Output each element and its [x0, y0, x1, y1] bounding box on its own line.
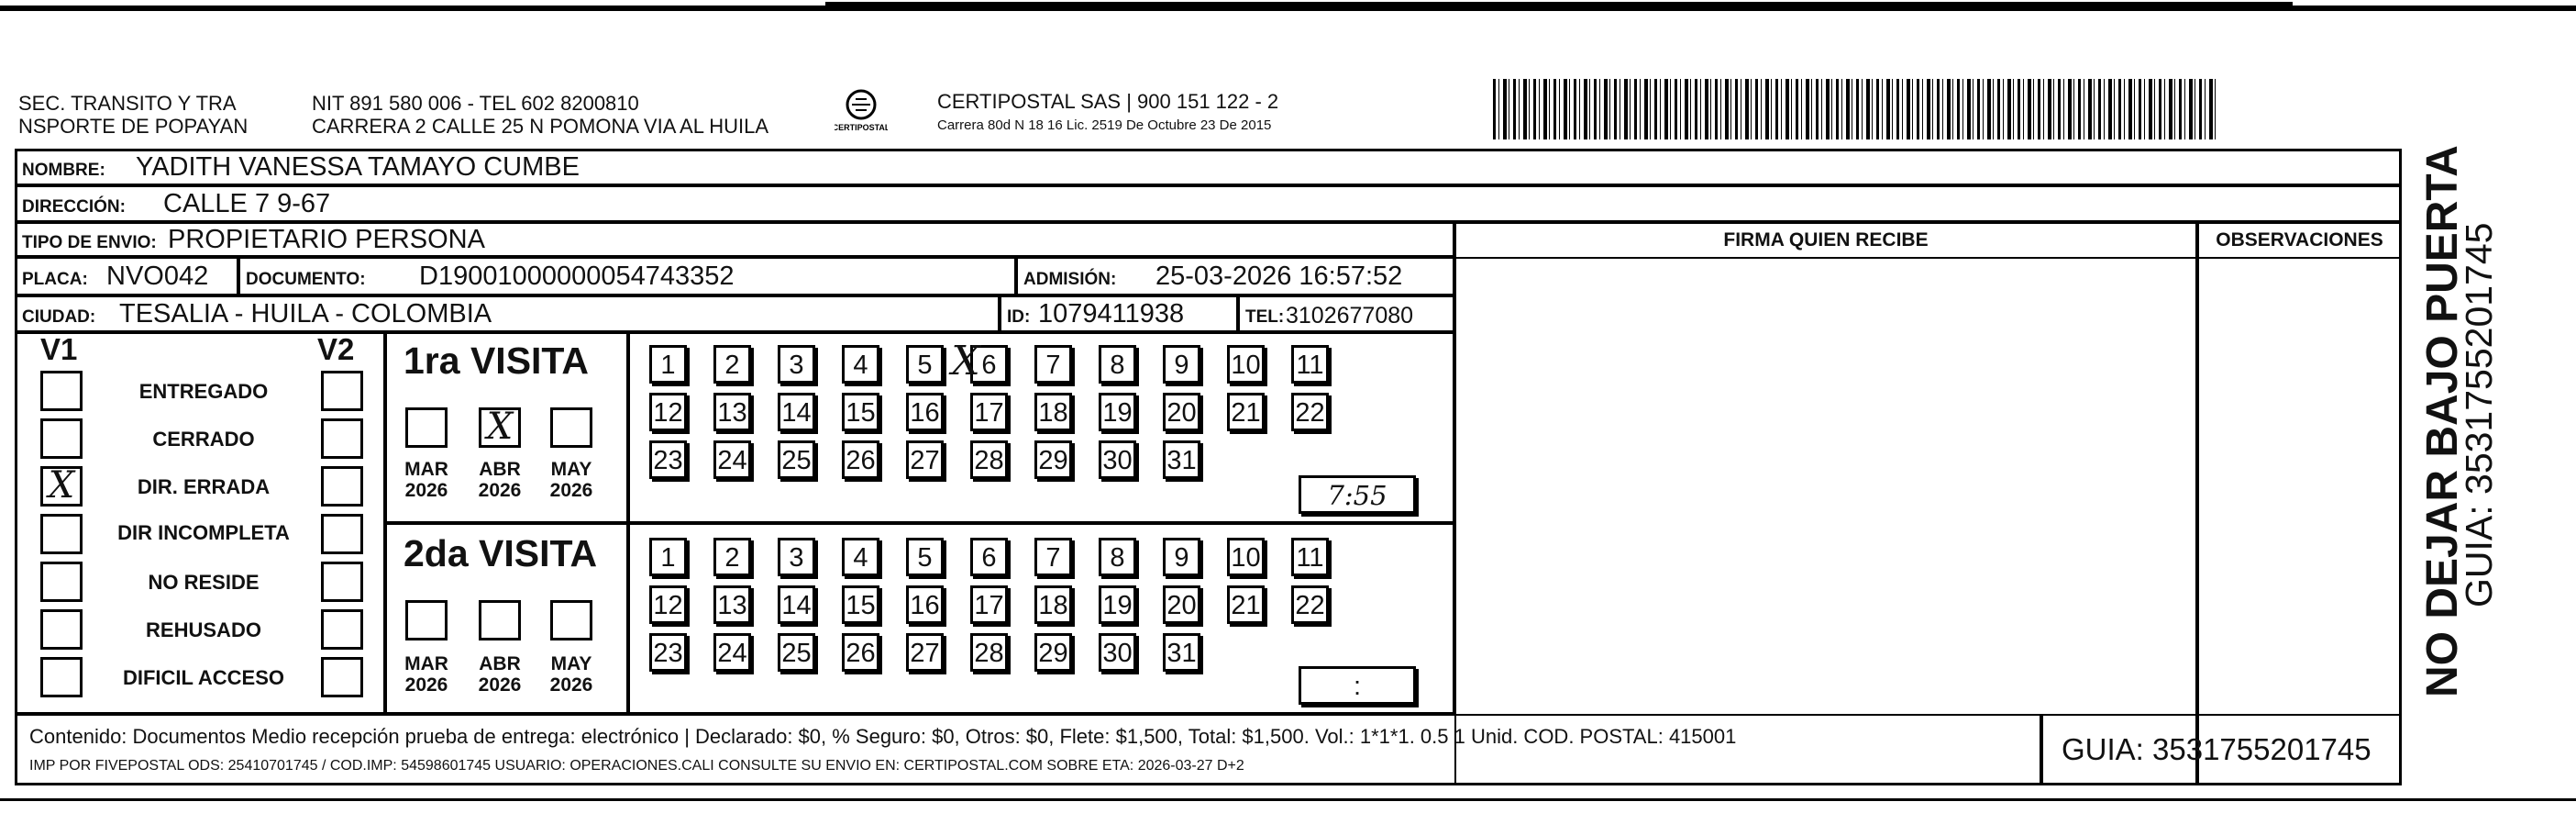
first-visit-day-6[interactable]: 6: [970, 345, 1008, 384]
second-visit-day-10[interactable]: 10: [1227, 538, 1265, 576]
v2-label: V2: [317, 332, 355, 366]
second-visit-day-20[interactable]: 20: [1163, 585, 1200, 624]
status-cerrado: CERRADO: [152, 428, 255, 451]
v1-checkbox-dificil-acceso[interactable]: [40, 657, 83, 697]
placa-label: PLACA:: [22, 270, 88, 289]
first-visit-day-24[interactable]: 24: [713, 440, 751, 479]
documento-label: DOCUMENTO:: [246, 270, 366, 289]
admision-cell: [1016, 257, 1454, 295]
first-visit-day-29[interactable]: 29: [1034, 440, 1072, 479]
v1-checkbox-rehusado[interactable]: [40, 609, 83, 650]
v1-checkbox-no-reside[interactable]: [40, 562, 83, 602]
footer-print-line: IMP POR FIVEPOSTAL ODS: 25410701745 / COD.IMP: 54598601745 USUARIO: OPERACIONES.CALI CONSULTE SU ENVIO EN: CERTIPOSTAL.COM SOBRE ETA: 2026-03-27 D+2: [29, 758, 1244, 774]
first-visit-day-25[interactable]: 25: [778, 440, 815, 479]
top-border-line-2: [825, 2, 2293, 6]
first-visit-day-17[interactable]: 17: [970, 393, 1008, 431]
ciudad-value: TESALIA - HUILA - COLOMBIA: [119, 299, 492, 329]
side-warning: NO DEJAR BAJO PUERTA: [2418, 145, 2467, 697]
first-visit-day-16[interactable]: 16: [906, 393, 944, 431]
direccion-row: [15, 185, 2402, 222]
first-visit-day-15[interactable]: 15: [842, 393, 879, 431]
tel-value: 3102677080: [1286, 303, 1414, 329]
second-visit-day-5[interactable]: 5: [906, 538, 944, 576]
observaciones-label: OBSERVACIONES: [2199, 224, 2400, 259]
barcode: [1493, 79, 2219, 139]
first-visit-day-22[interactable]: 22: [1291, 393, 1329, 431]
id-value: 1079411938: [1038, 299, 1185, 329]
footer-guia: GUIA: 3531755201745: [2062, 732, 2371, 766]
id-label: ID:: [1007, 307, 1031, 327]
second-visit-day-13[interactable]: 13: [713, 585, 751, 624]
first-visit-day-4[interactable]: 4: [842, 345, 879, 384]
first-visit-day-8[interactable]: 8: [1099, 345, 1136, 384]
v1-label: V1: [40, 332, 78, 366]
second-visit-day-29[interactable]: 29: [1034, 633, 1072, 672]
v2-checkbox-entregado[interactable]: [321, 371, 363, 411]
second-visit-month-may: MAY 2026: [549, 653, 593, 696]
first-visit-title: 1ra VISITA: [404, 340, 590, 382]
second-visit-time-field[interactable]: :: [1299, 666, 1416, 705]
first-visit-day-7[interactable]: 7: [1034, 345, 1072, 384]
firma-area: [1454, 222, 2197, 785]
second-visit-day-17[interactable]: 17: [970, 585, 1008, 624]
observaciones-area: [2197, 222, 2402, 785]
footer-info: [15, 714, 2041, 785]
second-visit-month-abr: ABR 2026: [478, 653, 522, 696]
first-visit-day-18[interactable]: 18: [1034, 393, 1072, 431]
status-dir-errada: DIR. ERRADA: [137, 475, 271, 498]
first-visit-day-28[interactable]: 28: [970, 440, 1008, 479]
second-visit-day-7[interactable]: 7: [1034, 538, 1072, 576]
first-visit-day-1[interactable]: 1: [649, 345, 687, 384]
v2-checkbox-dir-errada[interactable]: [321, 466, 363, 507]
status-dificil-acceso: DIFICIL ACCESO: [122, 666, 284, 689]
tipo-envio-label: TIPO DE ENVIO:: [22, 233, 157, 252]
tipo-envio-value: PROPIETARIO PERSONA: [168, 225, 485, 254]
first-visit-day-10[interactable]: 10: [1227, 345, 1265, 384]
first-visit-month-abr: ABR 2026: [478, 459, 522, 501]
first-visit-day-26[interactable]: 26: [842, 440, 879, 479]
footer-guia-cell: [2041, 714, 2402, 785]
first-visit-day-27[interactable]: 27: [906, 440, 944, 479]
first-visit-day-30[interactable]: 30: [1099, 440, 1136, 479]
second-visit-day-27[interactable]: 27: [906, 633, 944, 672]
nombre-value: YADITH VANESSA TAMAYO CUMBE: [136, 152, 580, 182]
v1-checkbox-entregado[interactable]: [40, 371, 83, 411]
tipo-envio-row: [15, 222, 1454, 257]
second-visit-month-may-checkbox[interactable]: [550, 600, 592, 640]
second-visit-day-1[interactable]: 1: [649, 538, 687, 576]
second-visit-title: 2da VISITA: [404, 532, 598, 574]
first-visit-month-mar-checkbox[interactable]: [405, 407, 448, 448]
sender-line-2: NSPORTE DE POPAYAN: [18, 115, 249, 138]
first-visit-day-3[interactable]: 3: [778, 345, 815, 384]
second-visit-day-11[interactable]: 11: [1291, 538, 1329, 576]
first-visit-day-2[interactable]: 2: [713, 345, 751, 384]
v1-checkbox-dir-errada[interactable]: X: [40, 466, 83, 507]
admision-value: 25-03-2026 16:57:52: [1155, 262, 1403, 291]
status-entregado: ENTREGADO: [138, 380, 269, 403]
placa-cell: [15, 257, 238, 295]
first-visit-month-may-checkbox[interactable]: [550, 407, 592, 448]
first-visit-day-13[interactable]: 13: [713, 393, 751, 431]
status-rehusado: REHUSADO: [146, 618, 261, 641]
nit-line-1: NIT 891 580 006 - TEL 602 8200810: [312, 92, 639, 115]
placa-value: NVO042: [106, 262, 209, 291]
second-visit-month-mar: MAR 2026: [404, 653, 448, 696]
first-visit-month-abr-checkbox[interactable]: X: [479, 407, 521, 448]
second-visit-day-4[interactable]: 4: [842, 538, 879, 576]
nombre-label: NOMBRE:: [22, 161, 105, 180]
sender-block: [18, 92, 248, 138]
second-visit-day-22[interactable]: 22: [1291, 585, 1329, 624]
documento-value: D19001000000054743352: [419, 262, 735, 291]
second-visit-day-23[interactable]: 23: [649, 633, 687, 672]
first-visit-day-5[interactable]: 5: [906, 345, 944, 384]
documento-cell: [238, 257, 1016, 295]
tel-cell: [1238, 295, 1454, 332]
second-visit-day-16[interactable]: 16: [906, 585, 944, 624]
ciudad-cell: [15, 295, 1000, 332]
v1-checkbox-dir-incompleta[interactable]: [40, 514, 83, 554]
tel-label: TEL:: [1245, 307, 1285, 327]
first-visit-day-20[interactable]: 20: [1163, 393, 1200, 431]
bottom-border-line: [0, 798, 2576, 801]
first-visit-month-may: MAY 2026: [549, 459, 593, 501]
admision-label: ADMISIÓN:: [1023, 270, 1117, 289]
v2-checkbox-dificil-acceso[interactable]: [321, 657, 363, 697]
second-visit-day-24[interactable]: 24: [713, 633, 751, 672]
top-border-line: [0, 6, 2576, 11]
company-block: [937, 90, 1278, 135]
first-visit-day-19[interactable]: 19: [1099, 393, 1136, 431]
second-visit-day-19[interactable]: 19: [1099, 585, 1136, 624]
footer-content-line: Contenido: Documentos Medio recepción prueba de entrega: electrónico | Declarado: $0, % Seguro: $0, Otros: $0, Flete: $1,500, Total: $1,500. Vol.: 1*1*1. 0.5 1 Unid. COD. POSTAL: 415001: [29, 725, 1737, 748]
id-cell: [1000, 295, 1238, 332]
side-guia: GUIA: 3531755201745: [2458, 222, 2500, 607]
second-visit-day-12[interactable]: 12: [649, 585, 687, 624]
second-visit-day-6[interactable]: 6: [970, 538, 1008, 576]
second-visit-day-2[interactable]: 2: [713, 538, 751, 576]
nit-block: [312, 92, 768, 138]
direccion-label: DIRECCIÓN:: [22, 197, 126, 217]
second-visit-day-28[interactable]: 28: [970, 633, 1008, 672]
v2-checkbox-rehusado[interactable]: [321, 609, 363, 650]
company-line-1: CERTIPOSTAL SAS | 900 151 122 - 2: [937, 90, 1279, 113]
ciudad-label: CIUDAD:: [22, 307, 96, 327]
first-visit-month-mar: MAR 2026: [404, 459, 448, 501]
v1-checkbox-cerrado[interactable]: [40, 418, 83, 459]
second-visit-day-9[interactable]: 9: [1163, 538, 1200, 576]
first-visit-day-mark: X: [951, 338, 980, 384]
first-visit-day-23[interactable]: 23: [649, 440, 687, 479]
second-visit-day-26[interactable]: 26: [842, 633, 879, 672]
second-visit-day-25[interactable]: 25: [778, 633, 815, 672]
second-visit-day-3[interactable]: 3: [778, 538, 815, 576]
firma-label: FIRMA QUIEN RECIBE: [1456, 224, 2195, 259]
nit-line-2: CARRERA 2 CALLE 25 N POMONA VIA AL HUILA: [312, 115, 769, 138]
second-visit-month-abr-checkbox[interactable]: [479, 600, 521, 640]
second-visit-month-mar-checkbox[interactable]: [405, 600, 448, 640]
second-visit-day-18[interactable]: 18: [1034, 585, 1072, 624]
status-no-reside: NO RESIDE: [148, 571, 260, 594]
first-visit-day-31[interactable]: 31: [1163, 440, 1200, 479]
second-visit-day-14[interactable]: 14: [778, 585, 815, 624]
first-visit-day-9[interactable]: 9: [1163, 345, 1200, 384]
svg-text:CERTIPOSTAL: CERTIPOSTAL: [835, 123, 888, 132]
second-visit-day-21[interactable]: 21: [1227, 585, 1265, 624]
first-visit-day-14[interactable]: 14: [778, 393, 815, 431]
v2-checkbox-cerrado[interactable]: [321, 418, 363, 459]
first-visit-day-12[interactable]: 12: [649, 393, 687, 431]
v2-checkbox-no-reside[interactable]: [321, 562, 363, 602]
direccion-value: CALLE 7 9-67: [163, 189, 331, 218]
company-line-2: Carrera 80d N 18 16 Lic. 2519 De Octubre 23 De 2015: [937, 117, 1272, 133]
second-visit-day-30[interactable]: 30: [1099, 633, 1136, 672]
first-visit-day-11[interactable]: 11: [1291, 345, 1329, 384]
sender-line-1: SEC. TRANSITO Y TRA: [18, 92, 237, 115]
status-dir-incompleta: DIR INCOMPLETA: [117, 521, 290, 544]
second-visit-day-31[interactable]: 31: [1163, 633, 1200, 672]
v2-checkbox-dir-incompleta[interactable]: [321, 514, 363, 554]
nombre-row: [15, 149, 2402, 185]
first-visit-day-21[interactable]: 21: [1227, 393, 1265, 431]
second-visit-day-8[interactable]: 8: [1099, 538, 1136, 576]
first-visit-time-field[interactable]: 7:55: [1299, 475, 1416, 514]
certipostal-logo: [835, 86, 888, 136]
second-visit-day-15[interactable]: 15: [842, 585, 879, 624]
